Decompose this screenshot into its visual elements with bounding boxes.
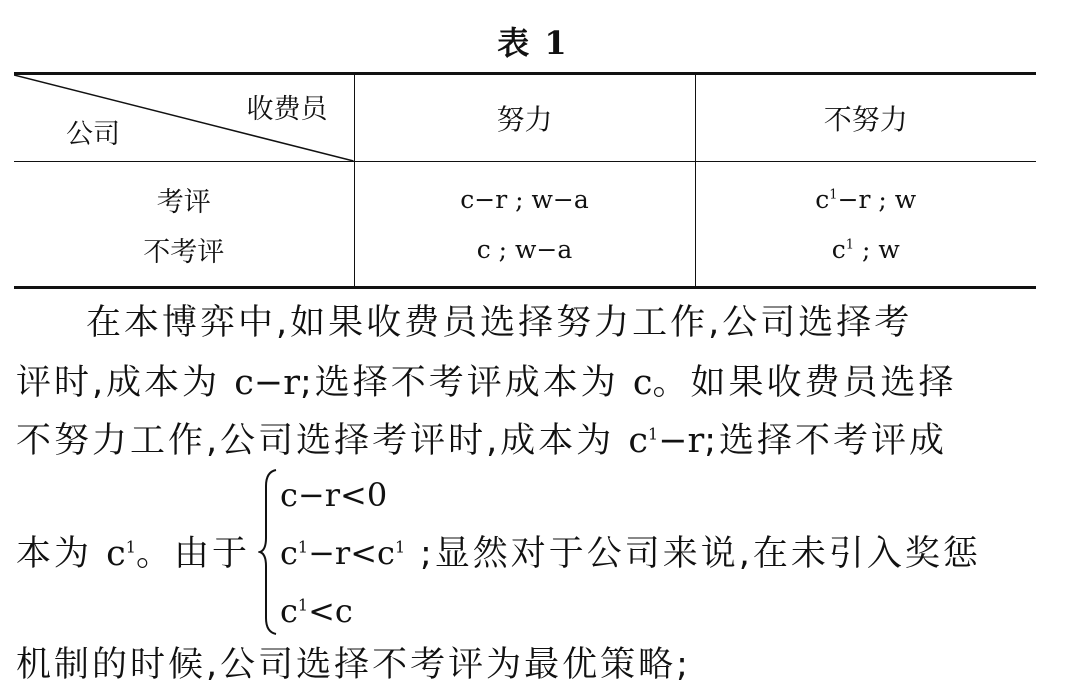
cell-no-evaluate-no-effort: $c^1$ ; w [695,224,1036,288]
cell-no-evaluate-effort: c ; w−a [354,224,695,288]
table-header-row [14,74,1036,162]
col-header-no-effort: 不努力 [695,74,1036,162]
condition-2: $c^1-r<c^1$ [280,534,406,572]
cell-evaluate-no-effort: $c^1-r$ ; w [695,162,1036,225]
corner-label-company: 公司 [66,119,120,150]
condition-system [258,468,428,636]
condition-1: c−r<0 [280,476,388,514]
row-label-no-evaluate: 不考评 [14,224,354,288]
paragraph-line-4: 本为 $c^1$。由于 ;显然对于公司来说,在未引入奖惩 [16,534,981,574]
cell-evaluate-effort: c−r ; w−a [354,162,695,225]
paragraph-line-1: 在本博弈中,如果收费员选择努力工作,公司选择考 [86,303,913,343]
table-title: 表 1 [497,24,569,62]
col-header-effort: 努力 [354,74,695,162]
paragraph-line-2: 评时,成本为 c−r;选择不考评成本为 c。如果收费员选择 [16,363,957,403]
row-label-evaluate: 考评 [156,186,211,218]
corner-label-collector: 收费员 [246,94,328,125]
condition-3: $c^1<c$ [280,592,353,630]
table-row [14,162,1036,225]
payoff-table [14,72,1036,289]
left-brace [258,468,280,636]
paragraph-line-3: 不努力工作,公司选择考评时,成本为 $c^1-r$;选择不考评成 [16,421,948,461]
paragraph-line-5: 机制的时候,公司选择不考评为最优策略; [16,645,691,685]
table-row [14,224,1036,288]
diagonal-header-cell [14,74,354,162]
